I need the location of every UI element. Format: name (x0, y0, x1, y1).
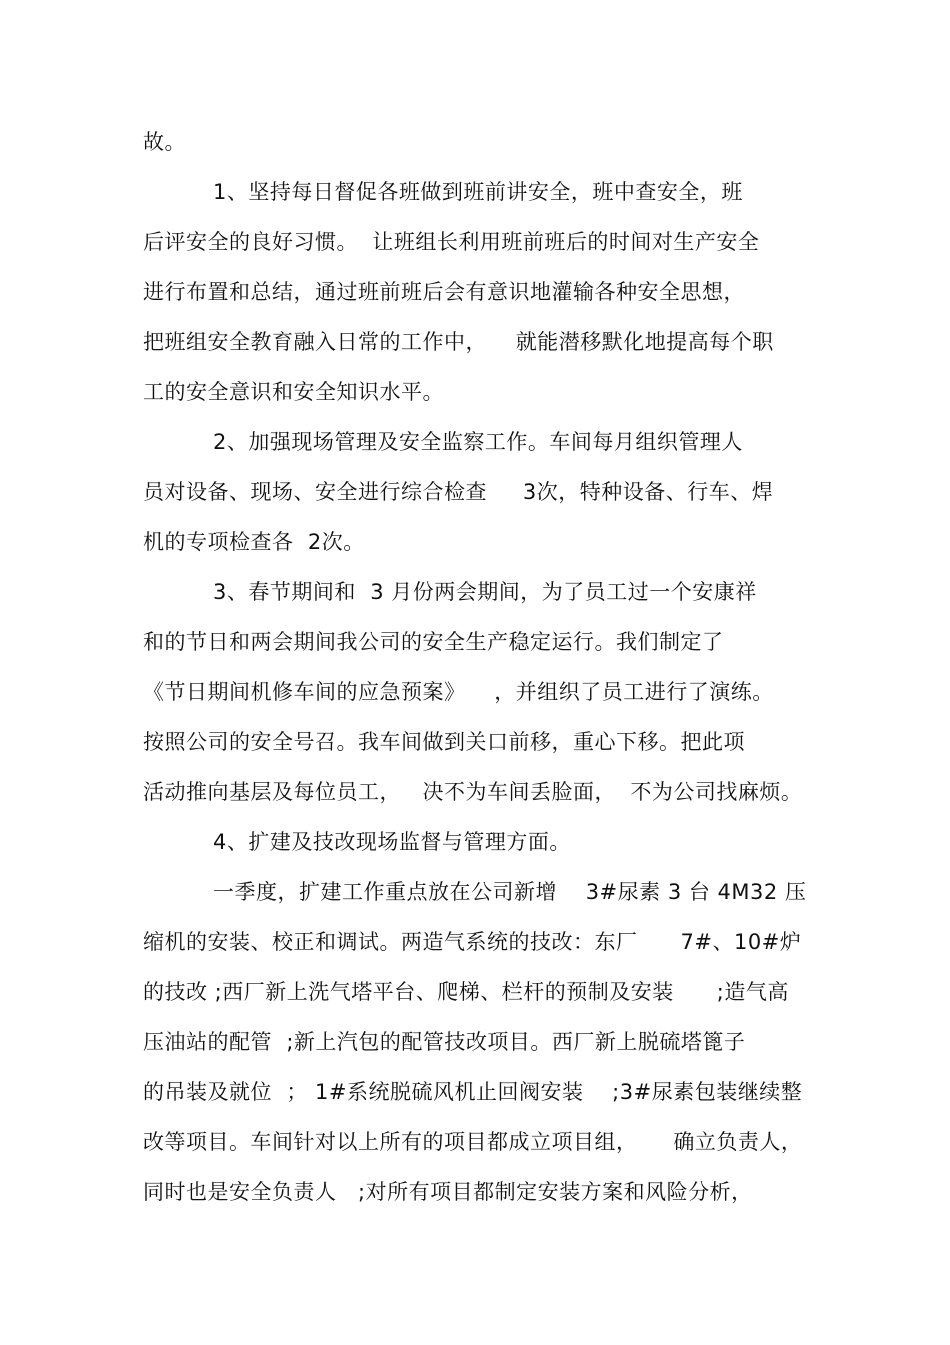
text-line-11: 和的节日和两会期间我公司的安全生产稳定运行。我们制定了 (143, 630, 724, 654)
text-line-6: 工的安全意识和安全知识水平。 (143, 380, 444, 404)
text-line-15: 4、扩建及技改现场监督与管理方面。 (213, 830, 571, 854)
text-line-12: 《节日期间机修车间的应急预案》 ，并组织了员工进行了演练。 (143, 680, 774, 704)
text-line-20: 的吊装及就位 ； 1#系统脱硫风机止回阀安装 ;3#尿素包装继续整 (143, 1080, 803, 1104)
text-line-2: 1、坚持每日督促各班做到班前讲安全，班中查安全，班 (213, 180, 743, 204)
text-line-9: 机的专项检查各 2次。 (143, 530, 365, 554)
text-line-10: 3、春节期间和 3 月份两会期间，为了员工过一个安康祥 (213, 580, 757, 604)
text-line-7: 2、加强现场管理及安全监察工作。车间每月组织管理人 (213, 430, 743, 454)
text-line-4: 进行布置和总结，通过班前班后会有意识地灌输各种安全思想， (143, 280, 745, 304)
text-line-14: 活动推向基层及每位员工， 决不为车间丢脸面， 不为公司找麻烦。 (143, 780, 803, 804)
text-line-18: 的技改 ;西厂新上洗气塔平台、爬梯、栏杆的预制及安装 ;造气高 (143, 980, 789, 1004)
text-line-1: 故。 (143, 130, 186, 154)
text-line-13: 按照公司的安全号召。我车间做到关口前移，重心下移。把此项 (143, 730, 745, 754)
text-line-21: 改等项目。车间针对以上所有的项目都成立项目组， 确立负责人， (143, 1130, 803, 1154)
text-line-22: 同时也是安全负责人 ;对所有项目都制定安装方案和风险分析， (143, 1180, 753, 1204)
text-line-5: 把班组安全教育融入日常的工作中， 就能潜移默化地提高每个职 (143, 330, 774, 354)
text-line-19: 压油站的配管 ;新上汽包的配管技改项目。西厂新上脱硫塔篦子 (143, 1030, 746, 1054)
text-line-3: 后评安全的良好习惯。 让班组长利用班前班后的时间对生产安全 (143, 230, 760, 254)
text-line-17: 缩机的安装、校正和调试。两造气系统的技改：东厂 7#、10#炉 (143, 930, 802, 954)
text-line-16: 一季度，扩建工作重点放在公司新增 3#尿素 3 台 4M32 压 (213, 880, 807, 904)
text-line-8: 员对设备、现场、安全进行综合检查 3次，特种设备、行车、焊 (143, 480, 774, 504)
